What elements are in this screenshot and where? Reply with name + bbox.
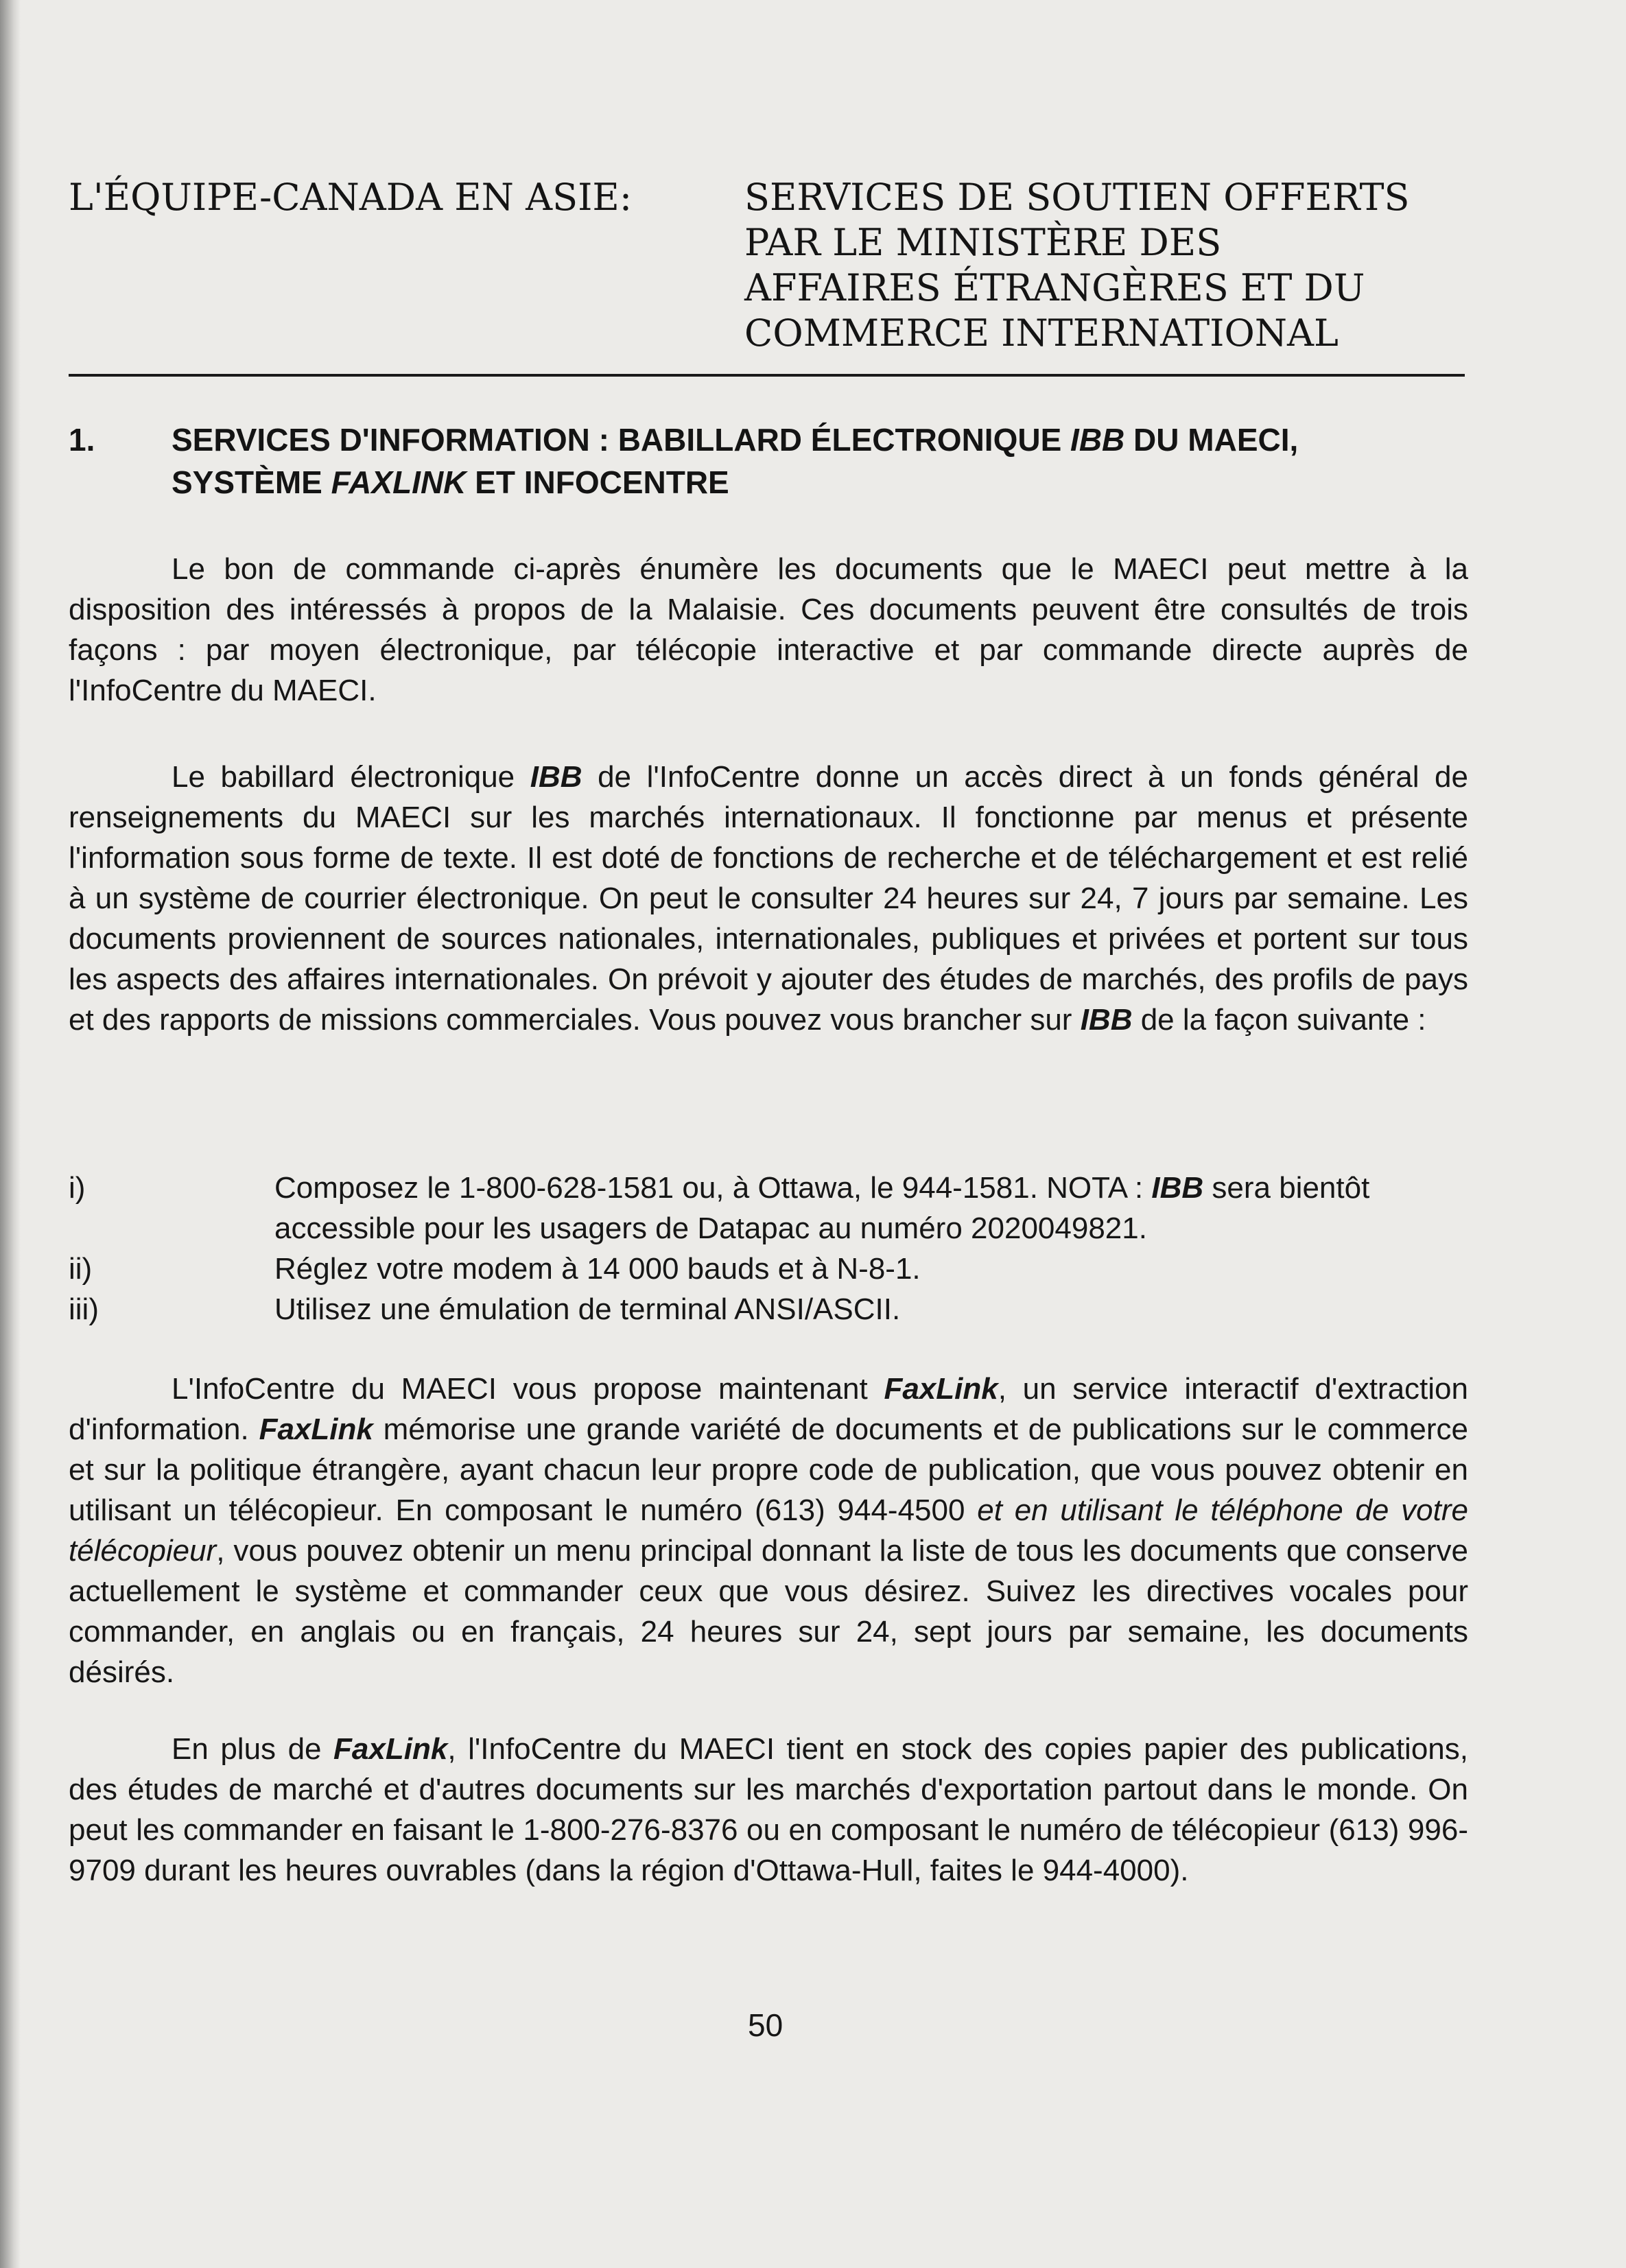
- header-right-title: [744, 175, 1465, 356]
- list-marker: i): [69, 1171, 86, 1205]
- emphasis-text: FaxLink: [259, 1413, 373, 1446]
- paragraph-text: de la façon suivante :: [1132, 1003, 1426, 1037]
- header-right-line: COMMERCE INTERNATIONAL: [744, 311, 1339, 355]
- paragraph: [69, 1369, 1468, 1692]
- list-marker: iii): [69, 1292, 99, 1326]
- section-title-text: SYSTÈME: [172, 464, 331, 500]
- emphasis-text: IBB: [1080, 1003, 1133, 1037]
- section-title-text: DU MAECI,: [1124, 422, 1299, 458]
- list-text: sera bientôt accessible pour les usagers de Datapac au numéro 2020049821.: [274, 1171, 1370, 1245]
- instruction-list: [69, 1168, 1468, 1330]
- section-title-emphasis: FAXLINK: [331, 464, 467, 500]
- section-title-emphasis: IBB: [1070, 422, 1125, 458]
- section-title-line: [172, 461, 1468, 504]
- header-right-line: SERVICES DE SOUTIEN OFFERTS: [744, 176, 1410, 219]
- section-title: [172, 418, 1468, 504]
- paragraph-text: , vous pouvez obtenir un menu principal donnant la liste de tous les documents que conserve actuellement le système et commander ceux que vous désirez. Suivez les directives vocales pour commander, en anglais ou en français, 24 heures sur 24, sept jours par semaine, les documents désirés.: [69, 1534, 1468, 1689]
- section-number: 1.: [69, 422, 95, 458]
- paragraph-text: de l'InfoCentre donne un accès direct à un fonds général de renseignements du MAECI sur les marchés internationaux. Il fonctionne par menus et présente l'information sous forme de texte. Il est doté de fonctions de recherche et de téléchargement et est relié à un système de courrier électronique. On peut le consulter 24 heures sur 24, 7 jours par semaine. Les documents proviennent de sources nationales, internationales, publiques et privées et portent sur tous les aspects des affaires internationales. On prévoit y ajouter des études de marchés, des profils de pays et des rapports de missions commerciales. Vous pouvez vous brancher sur: [69, 760, 1468, 1037]
- list-item: [69, 1289, 1468, 1330]
- list-marker: ii): [69, 1252, 93, 1286]
- list-item-text: [274, 1168, 1468, 1249]
- page-header: [69, 175, 1465, 377]
- header-right-line: AFFAIRES ÉTRANGÈRES ET DU: [744, 266, 1365, 309]
- paragraph-text: , un service interactif d'extraction d'information.: [69, 1372, 1468, 1446]
- binding-shadow: [0, 0, 21, 2268]
- paragraph-text: mémorise une grande variété de documents et de publications sur le commerce et sur la politique étrangère, ayant chacun leur propre code de publication, que vous pouvez obtenir en utilisant un télécopieur. En composant le numéro (613) 944-4500: [69, 1413, 1468, 1527]
- list-item: [69, 1249, 1468, 1289]
- page-number: 50: [748, 2007, 783, 2043]
- paragraph: Le bon de commande ci-après énumère les documents que le MAECI peut mettre à la disposition des intéressés à propos de la Malaisie. Ces documents peuvent être consultés de trois façons : par moyen électronique, par télécopie interactive et par commande directe auprès de l'InfoCentre du MAECI.: [69, 552, 1468, 707]
- paragraph-text: , l'InfoCentre du MAECI tient en stock des copies papier des publications, des études de marché et d'autres documents sur les marchés d'exportation partout dans le monde. On peut les commander en faisant le 1-800-276-8376 ou en composant le numéro de télécopieur (613) 996-9709 durant les heures ouvrables (dans la région d'Ottawa-Hull, faites le 944-4000).: [69, 1732, 1468, 1887]
- section-title-text: ET INFOCENTRE: [466, 464, 729, 500]
- list-item-text: Réglez votre modem à 14 000 bauds et à N-8-1.: [274, 1252, 921, 1286]
- section-title-line: [172, 418, 1468, 461]
- paragraph-text: L'InfoCentre du MAECI vous propose maintenant: [172, 1372, 884, 1406]
- section-title-text: SERVICES D'INFORMATION : BABILLARD ÉLECTRONIQUE: [172, 422, 1071, 458]
- emphasis-text: IBB: [530, 760, 582, 794]
- emphasis-text: FaxLink: [333, 1732, 448, 1766]
- paragraph: [69, 757, 1468, 1040]
- paragraph: [69, 1729, 1468, 1891]
- emphasis-text: IBB: [1151, 1171, 1204, 1205]
- paragraph-text: En plus de: [172, 1732, 334, 1766]
- list-item: [69, 1168, 1468, 1249]
- italic-text: et en utilisant le téléphone de votre télécopieur: [69, 1493, 1468, 1568]
- header-right-line: PAR LE MINISTÈRE DES: [744, 221, 1222, 264]
- header-left-title: L'ÉQUIPE-CANADA EN ASIE:: [69, 176, 633, 219]
- emphasis-text: FaxLink: [884, 1372, 998, 1406]
- list-text: Composez le 1-800-628-1581 ou, à Ottawa, le 944-1581. NOTA :: [274, 1171, 1152, 1205]
- list-item-text: Utilisez une émulation de terminal ANSI/ASCII.: [274, 1292, 901, 1326]
- paragraph-text: Le babillard électronique: [172, 760, 530, 794]
